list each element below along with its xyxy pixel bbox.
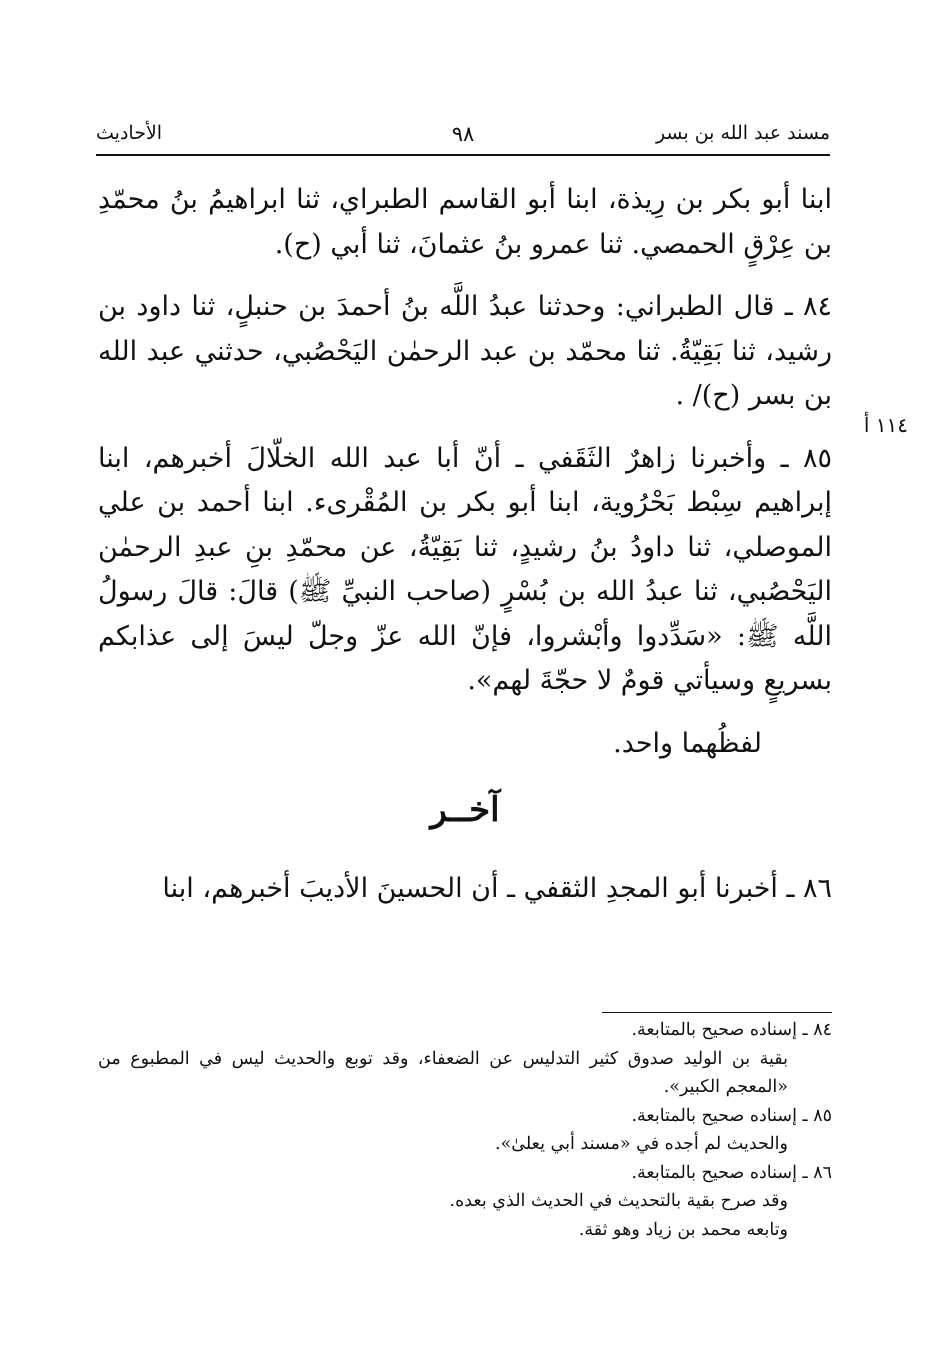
footnote-86-body-1: وقد صرح بقية بالتحديث في الحديث الذي بعده. xyxy=(449,1191,788,1211)
footnote-86-body-2: وتابعه محمد بن زياد وهو ثقة. xyxy=(578,1219,788,1240)
footnote-84-head: ٨٤ ـ إسناده صحيح بالمتابعة. xyxy=(631,1020,832,1040)
page-number: ٩٨ xyxy=(451,122,475,146)
footnotes xyxy=(98,1016,832,1244)
paragraph-isnad-continuation: ابنا أبو بكر بن رِيذة، ابنا أبو القاسم الطبراي، ثنا ابراهيمُ بنُ محمّدِ بن عِرْقٍ الحمصي. ثنا عمرو بنُ عثمانَ، ثنا أبي (ح). xyxy=(98,184,832,260)
running-header xyxy=(96,120,830,156)
paragraph-hadith-86: ٨٦ ـ أخبرنا أبو المجدِ الثقفي ـ أن الحسينَ الأديبَ أخبرهم، ابنا xyxy=(162,872,832,904)
header-book-title: مسند عبد الله بن بسر xyxy=(655,122,830,144)
footnote-85-body: والحديث لم أجده في «مسند أبي يعلىٰ». xyxy=(495,1134,788,1154)
footnote-separator xyxy=(602,1012,832,1013)
paragraph-hadith-84: ٨٤ ـ قال الطبراني: وحدثنا عبدُ اللَّه بنُ أحمدَ بن حنبلٍ، ثنا داود بن رشيد، ثنا بَقِيّةُ. ثنا محمّد بن عبد الرحمٰن اليَحْصُبي، حدثني عبد الله بن بسر (ح)/ . xyxy=(98,291,832,411)
closing-remark: لفظُهما واحد. xyxy=(613,727,762,759)
footnote-84-body: بقية بن الوليد صدوق كثير التدليس عن الضعفاء، وقد توبع والحديث ليس في المطبوع من «المعجم الكبير». xyxy=(98,1048,788,1097)
footnote-85-head: ٨٥ ـ إسناده صحيح بالمتابعة. xyxy=(631,1105,832,1126)
header-chapter-title: الأحاديث xyxy=(96,122,163,144)
footnote-86-head: ٨٦ ـ إسناده صحيح بالمتابعة. xyxy=(631,1162,832,1183)
paragraph-hadith-85: ٨٥ ـ وأخبرنا زاهرٌ الثَقَفي ـ أنّ أبا عبد الله الخلّالَ أخبرهم، ابنا إبراهيم سِبْط بَحْرُوية، ابنا أبو بكر بن المُقْرىء. ابنا أحمد بن علي الموصلي، ثنا داودُ بنُ رشيدٍ، ثنا بَقِيّةُ، عن محمّدِ بنِ عبدِ الرحمٰن اليَحْصُبي، ثنا عبدُ الله بن بُسْرٍ (صاحب النبيِّ ﷺ) قالَ: قالَ رسولُ اللَّه ﷺ: «سَدِّدوا وأبْشروا، فإنّ الله عزّ وجلّ ليسَ إلى عذابكم بسريعٍ وسيأتي قومٌ لا حجّةَ لهم». xyxy=(98,442,832,696)
main-text xyxy=(98,178,832,929)
section-title: آخــر xyxy=(430,790,500,830)
manuscript-folio-note: ١١٤ أ xyxy=(863,413,908,437)
